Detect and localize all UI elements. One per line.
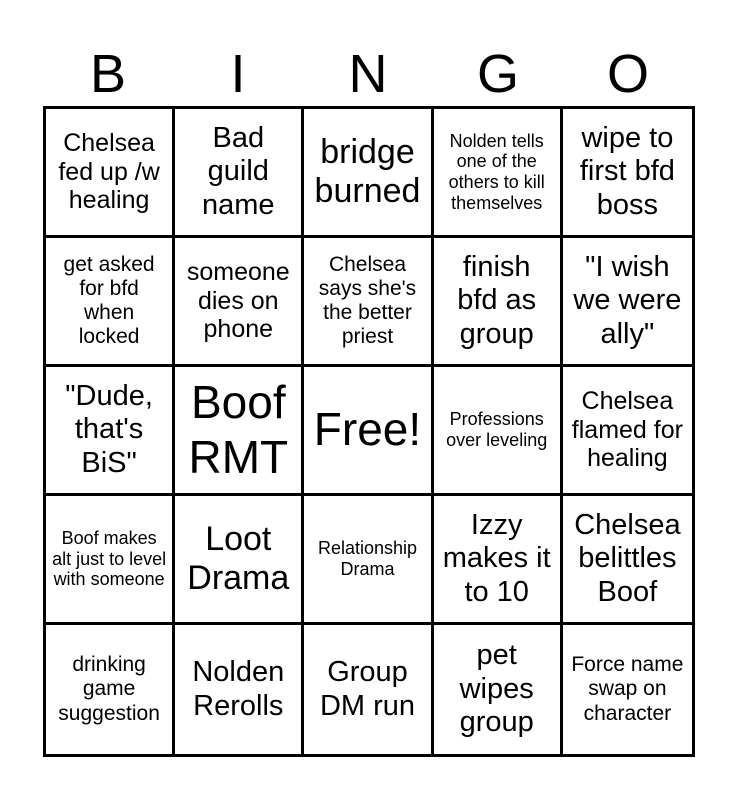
bingo-cell[interactable] (304, 496, 433, 625)
bingo-cell[interactable] (434, 238, 563, 367)
bingo-cell-text: Nolden tells one of the others to kill themselves (448, 130, 545, 213)
bingo-cell[interactable] (304, 109, 433, 238)
bingo-cell-text: Chelsea says she's the better priest (318, 252, 417, 349)
bingo-cell[interactable] (46, 367, 175, 496)
header-letter-b: B (89, 44, 127, 104)
bingo-cell-text: Force name swap on character (571, 653, 684, 725)
bingo-cell-text: Bad guild name (202, 121, 275, 221)
bingo-cell[interactable] (175, 625, 304, 754)
bingo-cell-text: drinking game suggestion (58, 653, 160, 725)
bingo-cell-text: "I wish we were ally" (573, 250, 682, 350)
header-letter-i: I (230, 44, 246, 104)
bingo-cell[interactable] (304, 367, 433, 496)
bingo-cell[interactable] (563, 496, 692, 625)
bingo-cell[interactable] (46, 625, 175, 754)
bingo-cell-text: bridge burned (314, 132, 421, 210)
bingo-cell[interactable] (175, 238, 304, 367)
header-letter-n: N (348, 44, 388, 104)
header-letter-o: O (606, 44, 649, 104)
bingo-header (43, 44, 693, 104)
bingo-cell[interactable] (46, 109, 175, 238)
bingo-cell[interactable] (434, 109, 563, 238)
bingo-cell-text: wipe to first bfd boss (579, 121, 675, 221)
bingo-cell-text: Izzy makes it to 10 (442, 508, 551, 608)
bingo-cell-text: pet wipes group (459, 639, 534, 739)
bingo-cell[interactable] (563, 367, 692, 496)
bingo-cell-text: get asked for bfd when locked (63, 252, 155, 349)
bingo-cell[interactable] (563, 238, 692, 367)
bingo-cell[interactable] (304, 238, 433, 367)
bingo-cell-text: Chelsea belittles Boof (574, 508, 681, 608)
bingo-cell-text: Chelsea fed up /w healing (58, 128, 160, 215)
bingo-cell[interactable] (434, 367, 563, 496)
bingo-cell-text: Chelsea flamed for healing (571, 386, 683, 473)
bingo-cell[interactable] (175, 367, 304, 496)
bingo-cell-text: Boof RMT (188, 375, 289, 483)
bingo-cell-text: Free! (313, 403, 422, 456)
bingo-cell-text: Loot Drama (187, 519, 290, 597)
bingo-cell[interactable] (175, 496, 304, 625)
bingo-cell[interactable] (304, 625, 433, 754)
bingo-cell[interactable] (46, 238, 175, 367)
header-letter-g: G (476, 44, 519, 104)
bingo-cell-text: "Dude, that's BiS" (65, 379, 153, 479)
bingo-cell[interactable] (46, 496, 175, 625)
bingo-cell-text: finish bfd as group (457, 250, 537, 350)
bingo-cell-text: Professions over leveling (446, 409, 548, 450)
bingo-board (43, 106, 695, 757)
bingo-cell[interactable] (434, 496, 563, 625)
bingo-cell-text: Relationship Drama (317, 538, 418, 579)
bingo-cell[interactable] (563, 625, 692, 754)
bingo-cell[interactable] (563, 109, 692, 238)
bingo-cell-text: Boof makes alt just to level with someone (52, 527, 167, 590)
bingo-cell-text: Nolden Rerolls (192, 656, 285, 722)
bingo-cell-text: Group DM run (319, 656, 416, 722)
bingo-cell[interactable] (175, 109, 304, 238)
bingo-cell[interactable] (434, 625, 563, 754)
bingo-cell-text: someone dies on phone (186, 257, 290, 344)
